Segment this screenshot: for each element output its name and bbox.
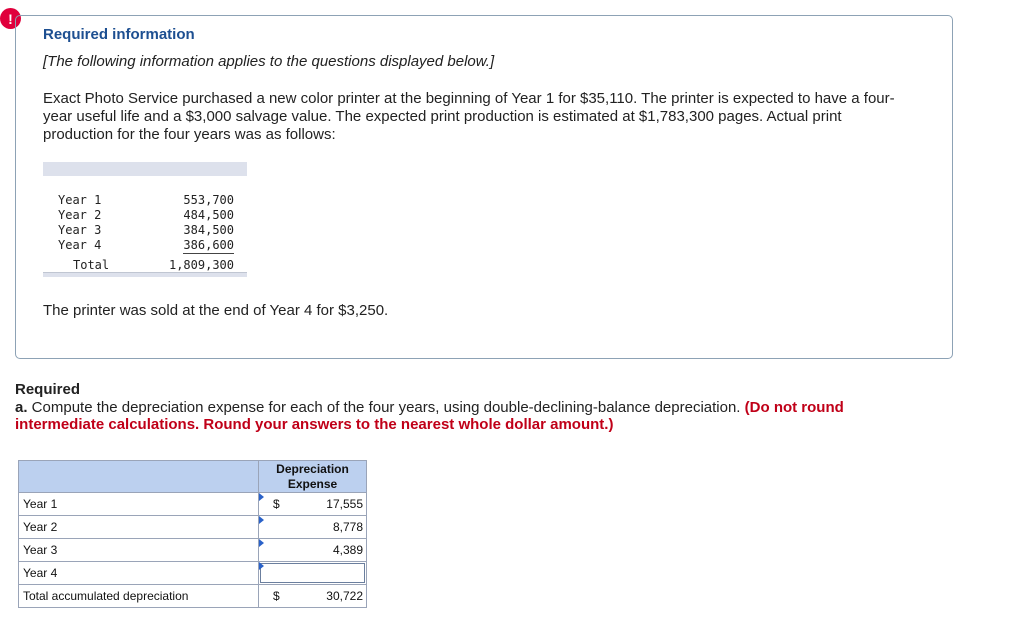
amount-value: 17,555 bbox=[326, 497, 363, 511]
rounding-instruction: (Do not round intermediate calculations. Round your answers to the nearest whole dollar amount.) bbox=[15, 399, 844, 433]
production-table bbox=[43, 162, 247, 276]
row-label: Year 4 bbox=[19, 562, 259, 585]
answer-marker-icon bbox=[259, 539, 264, 547]
requirement-text bbox=[15, 399, 915, 433]
header-blank-cell bbox=[19, 461, 259, 493]
requirement-prefix: a. bbox=[15, 399, 28, 416]
row-label: Year 3 bbox=[19, 539, 259, 562]
depreciation-answer-table bbox=[18, 460, 367, 608]
row-label: Year 2 bbox=[19, 516, 259, 539]
table-row bbox=[19, 562, 367, 585]
production-value: 553,700 bbox=[183, 193, 234, 207]
production-row bbox=[43, 223, 247, 238]
amount-value: 30,722 bbox=[326, 589, 363, 603]
total-accumulated-depreciation-value bbox=[259, 585, 367, 608]
required-information-heading: Required information bbox=[43, 26, 195, 43]
production-table-footer-bar bbox=[43, 272, 247, 277]
requirement-body: Compute the depreciation expense for each of the four years, using double-declining-balance depreciation. bbox=[27, 399, 741, 416]
sale-info: The printer was sold at the end of Year 4 for $3,250. bbox=[43, 302, 389, 319]
production-year-label: Year 3 bbox=[58, 223, 102, 237]
alert-icon: ! bbox=[0, 8, 21, 29]
row-label: Total accumulated depreciation bbox=[19, 585, 259, 608]
production-value: 484,500 bbox=[183, 208, 234, 222]
production-year-label: Year 1 bbox=[58, 193, 102, 207]
table-row bbox=[19, 516, 367, 539]
empty-answer-box[interactable] bbox=[260, 563, 365, 583]
depreciation-year4-input[interactable] bbox=[259, 562, 367, 585]
production-year-label: Year 4 bbox=[58, 238, 102, 252]
required-heading: Required bbox=[15, 381, 81, 398]
depreciation-year1-input[interactable] bbox=[259, 493, 367, 516]
row-label: Year 1 bbox=[19, 493, 259, 516]
answer-marker-icon bbox=[259, 493, 264, 501]
production-row bbox=[43, 238, 247, 253]
depreciation-expense-header: Depreciation Expense bbox=[259, 461, 367, 493]
production-year-label: Year 2 bbox=[58, 208, 102, 222]
depreciation-year2-input[interactable] bbox=[259, 516, 367, 539]
depreciation-year3-input[interactable] bbox=[259, 539, 367, 562]
table-row bbox=[19, 493, 367, 516]
table-header-row bbox=[19, 461, 367, 493]
production-value: 386,600 bbox=[183, 238, 234, 252]
amount-value: 8,778 bbox=[332, 520, 363, 534]
dollar-sign: $ bbox=[273, 497, 280, 511]
production-row bbox=[43, 193, 247, 208]
production-row bbox=[43, 208, 247, 223]
production-value: 384,500 bbox=[183, 223, 234, 237]
table-row bbox=[19, 585, 367, 608]
answer-marker-icon bbox=[259, 516, 264, 524]
production-total-value: 1,809,300 bbox=[169, 258, 234, 275]
production-total-label: Total bbox=[73, 258, 110, 272]
info-note: [The following information applies to the questions displayed below.] bbox=[43, 53, 495, 70]
problem-description: Exact Photo Service purchased a new color printer at the beginning of Year 1 for $35,110. The printer is expected to have a four-year useful life and a $3,000 salvage value. The expected print production is estimated at $1,783,300 pages. Actual print production for the four years was as follows: bbox=[43, 90, 895, 143]
table-row bbox=[19, 539, 367, 562]
amount-value: 4,389 bbox=[332, 543, 363, 557]
dollar-sign: $ bbox=[273, 589, 280, 603]
production-total-row bbox=[43, 258, 247, 273]
production-table-header-bar bbox=[43, 162, 247, 176]
answer-marker-icon bbox=[259, 562, 264, 570]
